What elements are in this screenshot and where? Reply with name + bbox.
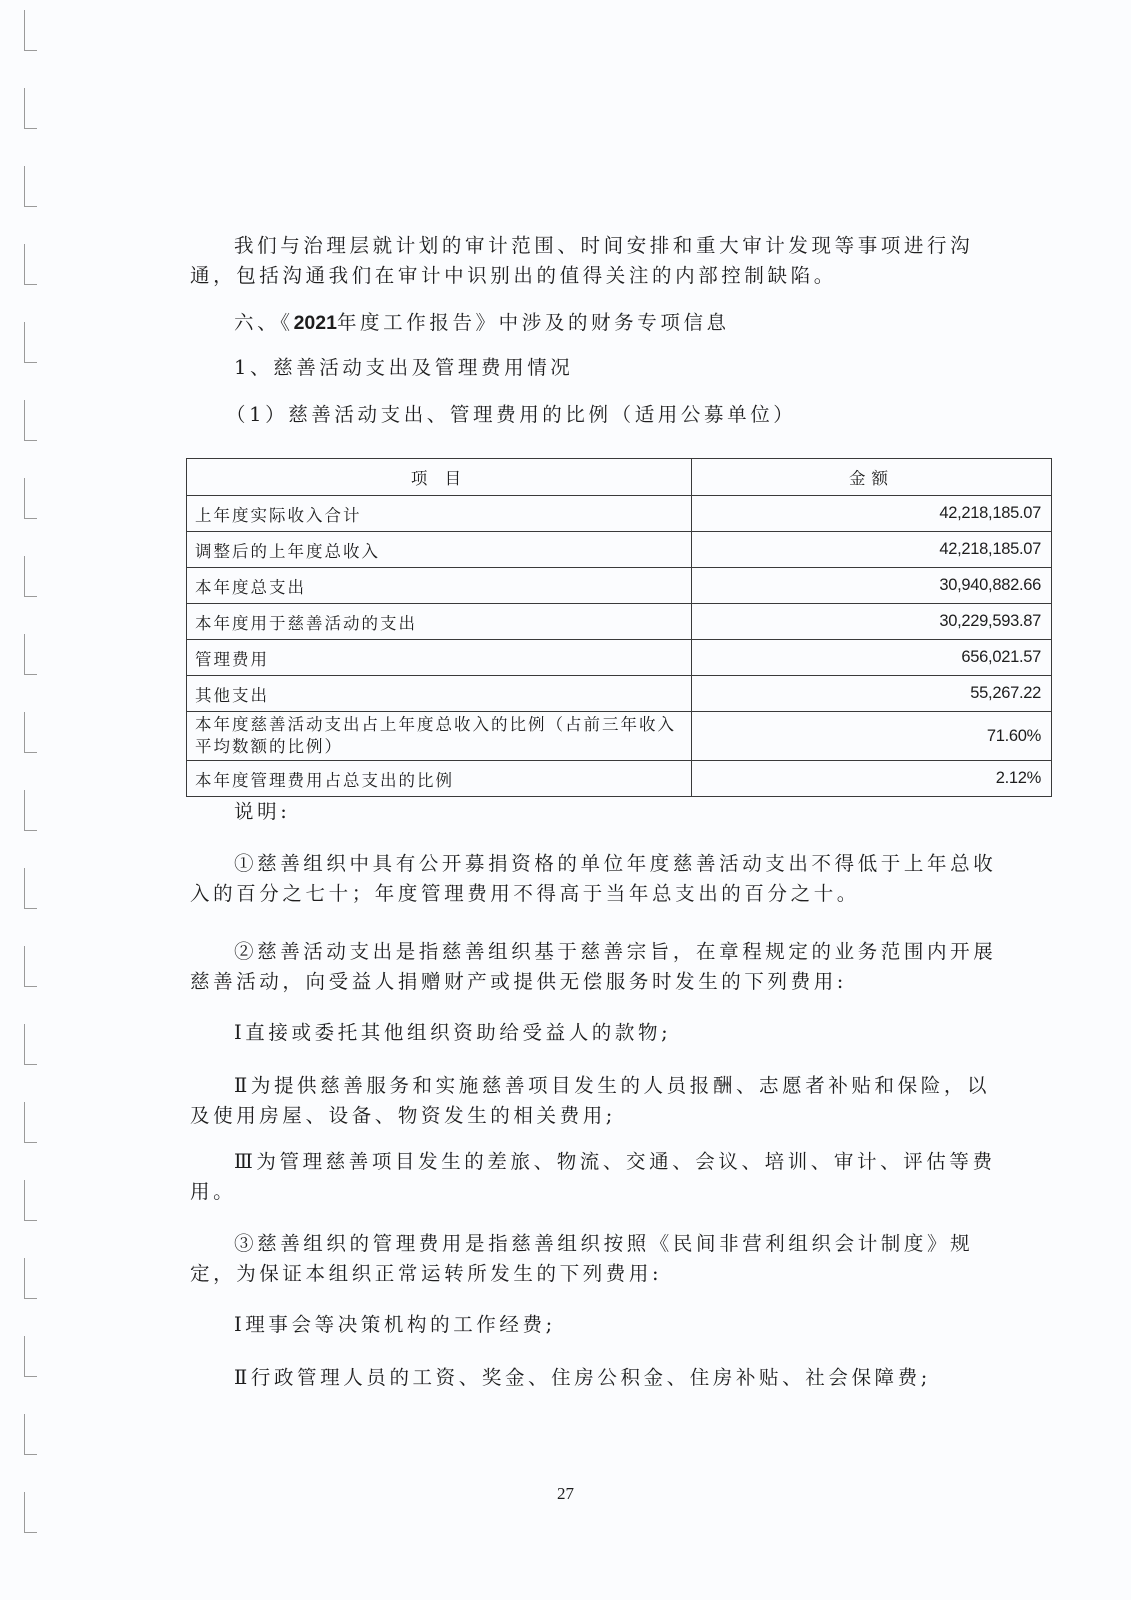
- note-2-item-ii: Ⅱ为提供慈善服务和实施慈善项目发生的人员报酬、志愿者补贴和保险，以及使用房屋、设备、物资发生的相关费用;: [190, 1074, 991, 1127]
- note-3-item-i: Ⅰ理事会等决策机构的工作经费;: [234, 1313, 556, 1336]
- section-title-open: 《: [280, 311, 294, 334]
- subsection-heading-1: 1、慈善活动支出及管理费用情况: [234, 356, 574, 379]
- table-row: [187, 568, 1052, 604]
- table-row: [187, 496, 1052, 532]
- note-2: ②慈善活动支出是指慈善组织基于慈善宗旨，在章程规定的业务范围内开展慈善活动，向受益人捐赠财产或提供无偿服务时发生的下列费用:: [190, 940, 997, 993]
- row-amount: 30,229,593.87: [692, 604, 1052, 640]
- row-amount: 2.12%: [692, 761, 1052, 797]
- row-item: 本年度管理费用占总支出的比例: [187, 761, 692, 797]
- note-3-item-ii: Ⅱ行政管理人员的工资、奖金、住房公积金、住房补贴、社会保障费;: [234, 1366, 931, 1389]
- column-header-item: 项 目: [187, 459, 692, 496]
- row-item: 本年度总支出: [187, 568, 692, 604]
- table-row: [187, 640, 1052, 676]
- table-header-row: [187, 459, 1052, 496]
- subsection-heading-1-1: （1）慈善活动支出、管理费用的比例（适用公募单位）: [226, 403, 797, 426]
- table-row: [187, 604, 1052, 640]
- row-item: 上年度实际收入合计: [187, 496, 692, 532]
- section-title: 年度工作报告》中涉及的财务专项信息: [336, 311, 730, 334]
- note-2-item-iii: Ⅲ为管理慈善项目发生的差旅、物流、交通、会议、培训、审计、评估等费用。: [190, 1150, 996, 1203]
- section-six-heading: [190, 308, 1000, 338]
- row-amount: 30,940,882.66: [692, 568, 1052, 604]
- column-header-amount: 金额: [692, 459, 1052, 496]
- row-item: 管理费用: [187, 640, 692, 676]
- section-number: 六、: [234, 311, 281, 334]
- charity-expense-table: [186, 458, 1052, 797]
- table-row: [187, 761, 1052, 797]
- row-item: 调整后的上年度总收入: [187, 532, 692, 568]
- row-amount: 71.60%: [692, 712, 1052, 761]
- note-3: ③慈善组织的管理费用是指慈善组织按照《民间非营利组织会计制度》规定，为保证本组织正常运转所发生的下列费用:: [190, 1232, 974, 1285]
- row-amount: 42,218,185.07: [692, 532, 1052, 568]
- row-amount: 656,021.57: [692, 640, 1052, 676]
- note-1: ①慈善组织中具有公开募捐资格的单位年度慈善活动支出不得低于上年总收入的百分之七十；年度管理费用不得高于当年总支出的百分之十。: [190, 852, 997, 905]
- row-item: 其他支出: [187, 676, 692, 712]
- row-item: 本年度慈善活动支出占上年度总收入的比例（占前三年收入平均数额的比例）: [187, 712, 692, 761]
- table-row: [187, 676, 1052, 712]
- page-number: 27: [557, 1484, 574, 1503]
- notes-label: 说明:: [234, 800, 291, 823]
- row-amount: 55,267.22: [692, 676, 1052, 712]
- note-2-item-i: Ⅰ直接或委托其他组织资助给受益人的款物;: [234, 1021, 672, 1044]
- table-row: [187, 712, 1052, 761]
- section-year: 2021: [293, 312, 337, 334]
- governance-paragraph: 我们与治理层就计划的审计范围、时间安排和重大审计发现等事项进行沟通，包括沟通我们在审计中识别出的值得关注的内部控制缺陷。: [190, 234, 974, 287]
- row-amount: 42,218,185.07: [692, 496, 1052, 532]
- table-row: [187, 532, 1052, 568]
- row-item: 本年度用于慈善活动的支出: [187, 604, 692, 640]
